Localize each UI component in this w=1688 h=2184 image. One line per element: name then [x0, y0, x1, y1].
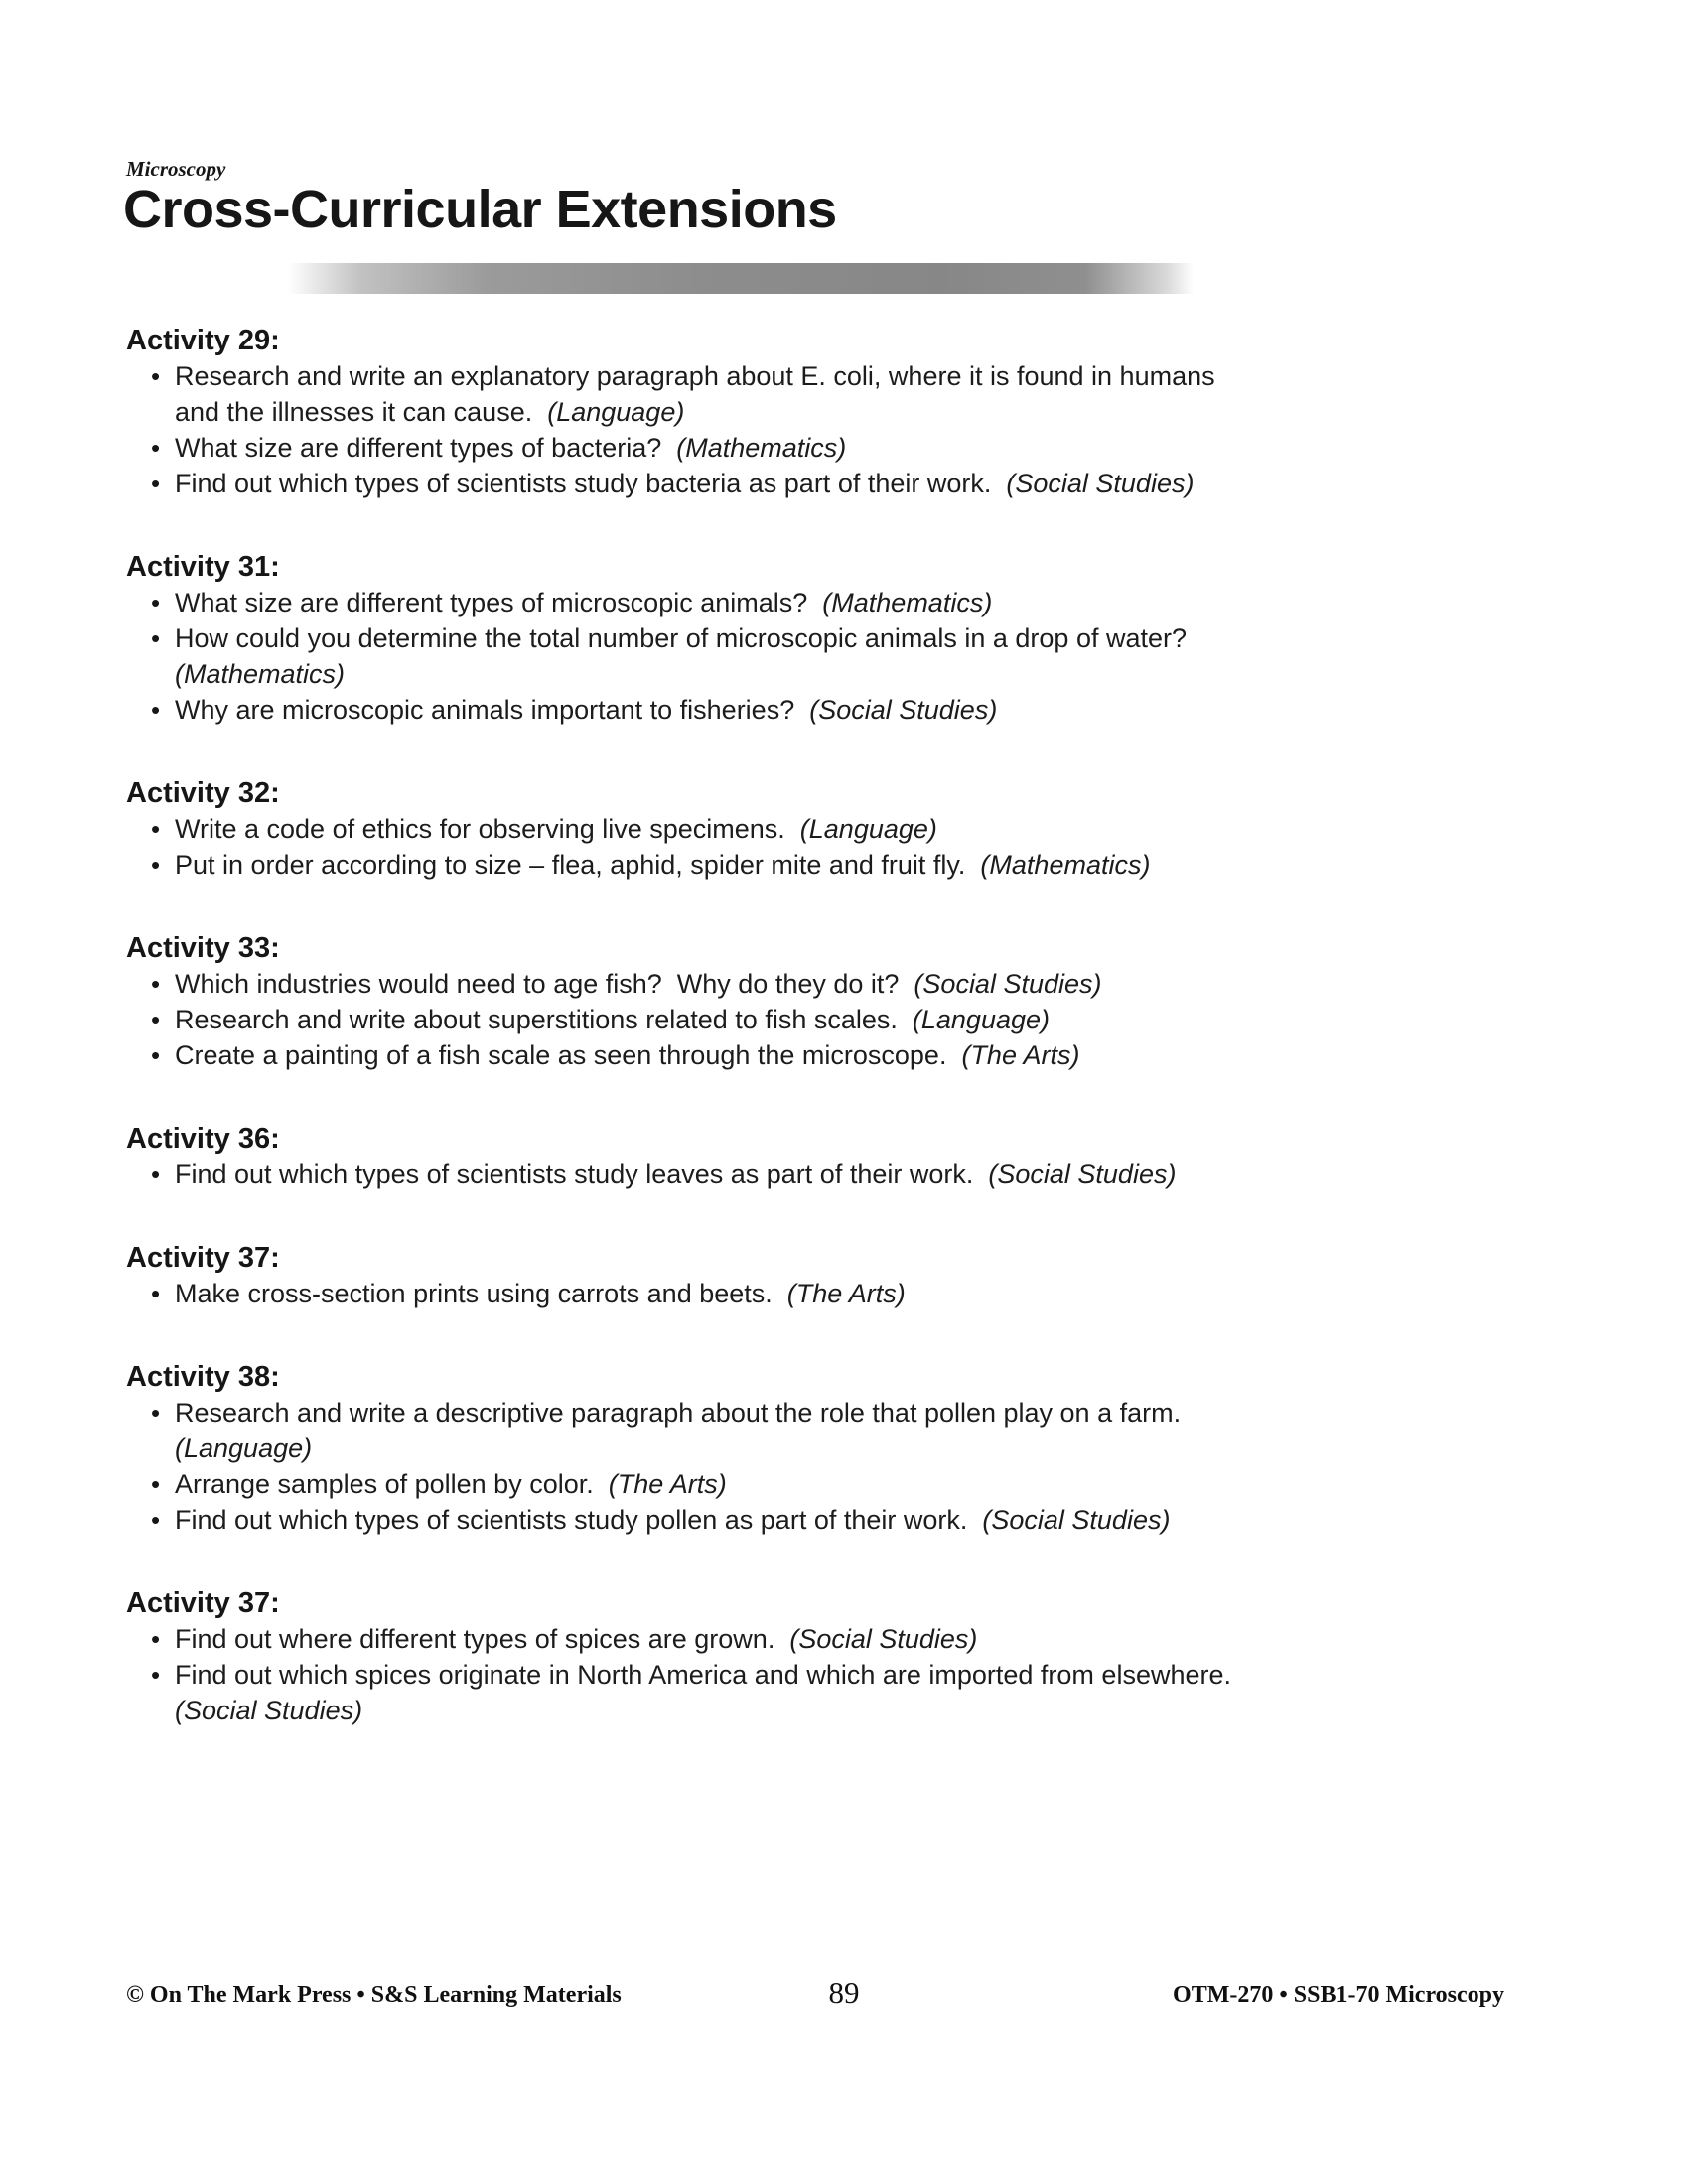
- bullet-lines: [175, 847, 1536, 883]
- header-gradient-bar: [288, 263, 1194, 294]
- bullet-lines: [175, 1502, 1536, 1538]
- bullet-line: [175, 430, 1536, 466]
- bullet-text: Create a painting of a fish scale as seen through the microscope.: [175, 1040, 962, 1070]
- bullet-lines: [175, 692, 1536, 728]
- bullet-icon: •: [151, 433, 161, 463]
- bullet-line: [175, 620, 1536, 656]
- bullet-line: [175, 466, 1536, 501]
- list-item: [126, 1002, 1536, 1037]
- bullet-icon: •: [151, 1160, 161, 1189]
- activities-list: [126, 323, 1536, 1776]
- bullet-lines: [175, 1621, 1536, 1657]
- bullet-lines: [175, 430, 1536, 466]
- bullet-text: Find out which types of scientists study leaves as part of their work.: [175, 1160, 989, 1189]
- bullet-lines: [175, 1037, 1536, 1073]
- subject-tag: (Language): [175, 1433, 313, 1463]
- list-item: [126, 1157, 1536, 1192]
- activity-section: [126, 775, 1536, 883]
- subject-tag: (Language): [799, 814, 937, 844]
- bullet-text: Find out which types of scientists study pollen as part of their work.: [175, 1505, 983, 1535]
- activity-section: [126, 1240, 1536, 1311]
- bullet-lines: [175, 1395, 1536, 1466]
- bullet-icon: •: [151, 1660, 161, 1690]
- bullet-icon: •: [151, 1005, 161, 1034]
- bullet-icon: •: [151, 588, 161, 617]
- bullet-icon: •: [151, 469, 161, 498]
- subject-tag: (Social Studies): [789, 1624, 978, 1654]
- bullet-line: [175, 1657, 1536, 1693]
- bullet-text: Arrange samples of pollen by color.: [175, 1469, 609, 1499]
- bullet-text: Put in order according to size – flea, aphid, spider mite and fruit fly.: [175, 850, 981, 880]
- list-item: [126, 1657, 1536, 1728]
- bullet-line: [175, 1395, 1536, 1431]
- bullet-line: [175, 692, 1536, 728]
- bullet-icon: •: [151, 969, 161, 999]
- activity-heading: Activity 33:: [126, 932, 280, 964]
- subject-tag: (Mathematics): [175, 659, 346, 689]
- bullet-line: [175, 1157, 1536, 1192]
- list-item: [126, 358, 1536, 430]
- subject-tag: (Social Studies): [175, 1696, 363, 1725]
- bullet-icon: •: [151, 361, 161, 391]
- bullet-lines: [175, 620, 1536, 692]
- list-item: [126, 966, 1536, 1002]
- bullet-lines: [175, 966, 1536, 1002]
- bullet-line: [175, 1276, 1536, 1311]
- list-item: [126, 466, 1536, 501]
- bullet-line: [175, 1002, 1536, 1037]
- bullet-text: What size are different types of microscopic animals?: [175, 588, 823, 617]
- list-item: [126, 811, 1536, 847]
- activity-heading: Activity 36:: [126, 1123, 280, 1155]
- bullet-icon: •: [151, 814, 161, 844]
- bullet-icon: •: [151, 1624, 161, 1654]
- bullet-text: and the illnesses it can cause.: [175, 397, 548, 427]
- footer-copyright: © On The Mark Press • S&S Learning Materials: [126, 1982, 622, 2008]
- list-item: [126, 1276, 1536, 1311]
- activity-heading: Activity 29:: [126, 325, 280, 356]
- bullet-text: Find out which spices originate in North America and which are imported from elsewhere.: [175, 1660, 1231, 1690]
- subject-tag: (The Arts): [608, 1469, 727, 1499]
- bullet-text: Find out where different types of spices are grown.: [175, 1624, 790, 1654]
- bullet-text: Research and write about superstitions related to fish scales.: [175, 1005, 913, 1034]
- bullet-text: How could you determine the total number of microscopic animals in a drop of water?: [175, 623, 1187, 653]
- activity-section: [126, 1585, 1536, 1728]
- list-item: [126, 1621, 1536, 1657]
- bullet-icon: •: [151, 1279, 161, 1308]
- subject-tag: (Mathematics): [822, 588, 993, 617]
- bullet-text: What size are different types of bacteria?: [175, 433, 677, 463]
- activity-section: [126, 549, 1536, 728]
- bullet-text: Find out which types of scientists study bacteria as part of their work.: [175, 469, 1007, 498]
- bullet-icon: •: [151, 695, 161, 725]
- bullet-line: [175, 1037, 1536, 1073]
- activity-section: [126, 1359, 1536, 1538]
- bullet-text: Research and write an explanatory paragraph about E. coli, where it is found in humans: [175, 361, 1215, 391]
- bullet-lines: [175, 358, 1536, 430]
- bullet-line: [175, 811, 1536, 847]
- subject-tag: (Language): [547, 397, 685, 427]
- list-item: [126, 1466, 1536, 1502]
- activity-heading: Activity 37:: [126, 1242, 280, 1274]
- bullet-icon: •: [151, 1398, 161, 1428]
- bullet-lines: [175, 1002, 1536, 1037]
- subject-tag: (The Arts): [961, 1040, 1080, 1070]
- footer-product-code: OTM-270 • SSB1-70 Microscopy: [1173, 1982, 1504, 2008]
- bullet-icon: •: [151, 623, 161, 653]
- bullet-lines: [175, 1276, 1536, 1311]
- bullet-line: [175, 358, 1536, 394]
- bullet-icon: •: [151, 1469, 161, 1499]
- bullet-line: [175, 394, 1536, 430]
- bullet-text: Write a code of ethics for observing live specimens.: [175, 814, 800, 844]
- bullet-line: [175, 847, 1536, 883]
- activity-heading: Activity 31:: [126, 551, 280, 583]
- bullet-icon: •: [151, 1505, 161, 1535]
- bullet-icon: •: [151, 850, 161, 880]
- bullet-text: Why are microscopic animals important to fisheries?: [175, 695, 810, 725]
- activity-section: [126, 323, 1536, 501]
- list-item: [126, 1502, 1536, 1538]
- bullet-line: [175, 1693, 1536, 1728]
- activity-section: [126, 1121, 1536, 1192]
- list-item: [126, 847, 1536, 883]
- bullet-line: [175, 1502, 1536, 1538]
- subject-tag: (Mathematics): [676, 433, 847, 463]
- bullet-lines: [175, 1657, 1536, 1728]
- subject-tag: (Mathematics): [980, 850, 1151, 880]
- subject-tag: (The Arts): [786, 1279, 906, 1308]
- bullet-line: [175, 966, 1536, 1002]
- activity-heading: Activity 38:: [126, 1361, 280, 1393]
- bullet-text: Which industries would need to age fish? Why do they do it?: [175, 969, 914, 999]
- bullet-line: [175, 585, 1536, 620]
- bullet-icon: •: [151, 1040, 161, 1070]
- list-item: [126, 430, 1536, 466]
- page-kicker: Microscopy: [126, 157, 226, 181]
- bullet-line: [175, 1431, 1536, 1466]
- page-title: Cross-Curricular Extensions: [123, 180, 837, 239]
- list-item: [126, 620, 1536, 692]
- list-item: [126, 1395, 1536, 1466]
- bullet-line: [175, 656, 1536, 692]
- list-item: [126, 585, 1536, 620]
- bullet-lines: [175, 811, 1536, 847]
- bullet-line: [175, 1466, 1536, 1502]
- activity-heading: Activity 32:: [126, 777, 280, 809]
- bullet-line: [175, 1621, 1536, 1657]
- bullet-lines: [175, 466, 1536, 501]
- footer-page-number: 89: [828, 1976, 860, 2010]
- subject-tag: (Social Studies): [988, 1160, 1177, 1189]
- subject-tag: (Language): [912, 1005, 1051, 1034]
- bullet-lines: [175, 1157, 1536, 1192]
- list-item: [126, 692, 1536, 728]
- subject-tag: (Social Studies): [914, 969, 1102, 999]
- subject-tag: (Social Studies): [809, 695, 998, 725]
- bullet-text: Make cross-section prints using carrots and beets.: [175, 1279, 787, 1308]
- subject-tag: (Social Studies): [1006, 469, 1195, 498]
- bullet-lines: [175, 1466, 1536, 1502]
- bullet-lines: [175, 585, 1536, 620]
- activity-section: [126, 930, 1536, 1073]
- activity-heading: Activity 37:: [126, 1587, 280, 1619]
- bullet-text: Research and write a descriptive paragraph about the role that pollen play on a farm.: [175, 1398, 1182, 1428]
- list-item: [126, 1037, 1536, 1073]
- subject-tag: (Social Studies): [982, 1505, 1171, 1535]
